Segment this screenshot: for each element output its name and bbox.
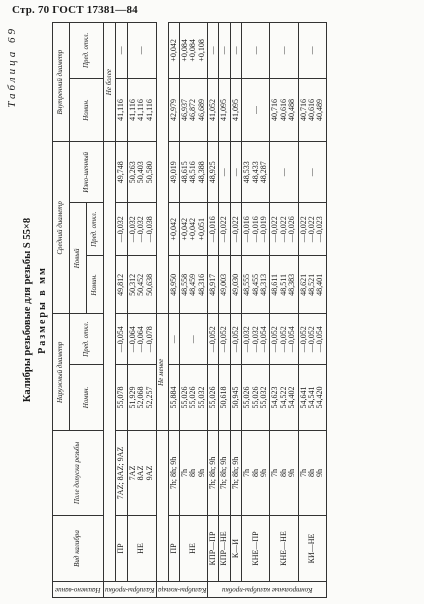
outer-pred-cell (298, 314, 326, 364)
outer-nom-cell-value: 54,623 (270, 386, 280, 409)
tolerance-cell (270, 431, 298, 516)
tolerance-cell-value: 7h (179, 468, 189, 477)
table-row (168, 23, 179, 598)
middle-worn-cell-value: 48,388 (196, 161, 206, 184)
inner-pred-cell (179, 23, 207, 79)
inner-pred-cell-value: — (208, 46, 218, 55)
header-outer-nom: Номин. (70, 364, 104, 430)
kind-cell: КПР—ПР (208, 515, 219, 581)
table-row (270, 23, 298, 598)
inner-nom-cell (219, 78, 230, 142)
table-row (127, 23, 156, 598)
header-tolerance: Поле допуска резьбы (53, 431, 104, 516)
middle-worn-cell-value: — (219, 168, 229, 177)
inner-nom-cell (168, 78, 179, 142)
outer-nom-cell (298, 364, 326, 430)
outer-pred-cell (230, 314, 241, 364)
inner-nom-cell-value: 41,116 (127, 99, 137, 121)
inner-pred-cell (230, 23, 241, 79)
middle-pred-cell (219, 203, 230, 256)
middle-nom-cell-value: 49,030 (230, 273, 240, 296)
middle-nom-cell-value: 48,383 (287, 273, 297, 296)
middle-pred-cell-value: +0,042 (179, 217, 189, 241)
middle-worn-cell (219, 142, 230, 203)
outer-nom-cell (116, 364, 128, 430)
middle-pred-cell-value: —0,026 (287, 216, 297, 243)
inner-nom-cell-value: 40,616 (278, 99, 288, 122)
inner-pred-cell-value: — (230, 46, 240, 55)
middle-nom-cell-value: 48,511 (278, 274, 288, 296)
kind-cell: КПР—НЕ (219, 515, 230, 581)
middle-worn-cell-value: 48,925 (208, 161, 218, 184)
rotated-table-block (2, 20, 414, 600)
outer-pred-cell-value: —0,078 (144, 326, 154, 353)
kind-cell: КНЕ—ПР (242, 515, 270, 581)
inner-pred-cell-value: — (219, 46, 229, 55)
outer-nom-cell-value: 54,420 (315, 386, 325, 409)
outer-nom-cell (208, 364, 219, 430)
middle-nom-cell-value: 48,611 (270, 274, 280, 296)
outer-pred-cell-value: —0,052 (278, 326, 288, 353)
tolerance-cell-value: 9h (315, 468, 325, 477)
kind-cell: ПР (116, 515, 128, 581)
tolerance-cell-value: 8AZ (136, 465, 146, 481)
outer-pred-cell-value: —0,052 (298, 326, 308, 353)
header-inner: Внутренний диаметр (53, 23, 70, 142)
inner-nom-cell-value: 41,095 (230, 99, 240, 122)
inner-pred-cell-value: — (306, 46, 316, 55)
middle-nom-cell-value: 50,312 (127, 273, 137, 296)
header-outer-pred: Пред. откл. (70, 314, 104, 364)
outer-pred-cell-value: — (168, 335, 178, 344)
middle-nom-cell-value: 49,812 (116, 273, 126, 296)
tolerance-cell (242, 431, 270, 516)
middle-pred-cell-value: —0,022 (278, 216, 288, 243)
inner-nom-cell-value: 41,052 (208, 99, 218, 122)
middle-worn-cell (230, 142, 241, 203)
tolerance-cell-value: 7h (270, 468, 280, 477)
outer-pred-cell (270, 314, 298, 364)
outer-pred-cell-value: —0,032 (242, 326, 252, 353)
middle-worn-cell-value: 49,748 (116, 161, 126, 184)
inner-nom-cell-value: 40,489 (315, 99, 325, 122)
middle-nom-cell (127, 256, 156, 314)
inner-pred-cell-value: +0,084 (179, 39, 189, 62)
inner-nom-cell (127, 78, 156, 142)
middle-worn-cell (179, 142, 207, 203)
inner-pred-cell (270, 23, 298, 79)
outer-nom-cell-value: 54,641 (298, 386, 308, 409)
note-not-more: Не более (104, 23, 116, 142)
inner-nom-cell-value: 41,116 (116, 99, 126, 121)
inner-nom-cell-value: 40,716 (270, 99, 280, 122)
outer-nom-cell-value: 52,068 (136, 386, 146, 409)
middle-pred-cell-value: —0,032 (116, 216, 126, 243)
middle-worn-cell-value: 48,516 (188, 161, 198, 184)
middle-nom-cell-value: 50,638 (144, 273, 154, 296)
outer-nom-cell (270, 364, 298, 430)
middle-nom-cell (168, 256, 179, 314)
inner-pred-cell (298, 23, 326, 79)
inner-nom-cell (179, 78, 207, 142)
header-middle-pred: Пред. откл. (87, 203, 104, 256)
inner-pred-cell-value: — (250, 46, 260, 55)
outer-nom-cell-value: 54,541 (306, 386, 316, 409)
inner-nom-cell-value: 40,488 (287, 99, 297, 122)
middle-worn-cell-value: — (306, 168, 316, 177)
outer-pred-cell-value: —0,064 (136, 326, 146, 353)
middle-pred-cell (127, 203, 156, 256)
middle-worn-cell (127, 142, 156, 203)
outer-nom-cell-value: 55,026 (242, 386, 252, 409)
outer-pred-cell-value: —0,054 (116, 326, 126, 353)
outer-pred-cell (127, 314, 156, 364)
middle-pred-cell-value: —0,032 (136, 216, 146, 243)
table-row (179, 23, 207, 598)
tolerance-cell-value: 7h; 8h; 9h (219, 456, 229, 490)
outer-pred-cell-value: — (188, 335, 198, 344)
inner-nom-cell (116, 78, 128, 142)
middle-worn-cell (242, 142, 270, 203)
middle-pred-cell (168, 203, 179, 256)
table-row (298, 23, 326, 598)
tolerance-cell (168, 431, 179, 516)
table-title: Калибры резьбовые для резьбы S 55×8 (22, 217, 33, 403)
middle-worn-cell-value: 48,433 (250, 161, 260, 184)
middle-nom-cell-value: 50,452 (136, 273, 146, 296)
middle-pred-cell (116, 203, 128, 256)
outer-pred-cell-value: —0,052 (230, 326, 240, 353)
outer-nom-cell (242, 364, 270, 430)
middle-worn-cell (298, 142, 326, 203)
middle-worn-cell-value: 49,019 (168, 161, 178, 184)
header-outer: Наружный диаметр (53, 314, 70, 431)
middle-nom-cell-value: 48,917 (208, 273, 218, 296)
outer-nom-cell (179, 364, 207, 430)
middle-nom-cell-value: 48,313 (259, 273, 269, 296)
tolerance-cell-value: 8h (306, 468, 316, 477)
middle-pred-cell (270, 203, 298, 256)
outer-pred-cell-value: —0,064 (127, 326, 137, 353)
table-subtitle: Размеры в мм (37, 266, 48, 354)
middle-pred-cell-value: —0,022 (219, 216, 229, 243)
tolerance-cell-value: 9h (259, 468, 269, 477)
table-row (219, 23, 230, 598)
inner-nom-cell-value: 46,689 (196, 99, 206, 122)
tolerance-cell-value: 9h (196, 468, 206, 477)
inner-nom-cell (230, 78, 241, 142)
middle-worn-cell (208, 142, 219, 203)
middle-nom-cell (116, 256, 128, 314)
tolerance-cell (116, 431, 128, 516)
middle-nom-cell (242, 256, 270, 314)
outer-pred-cell (168, 314, 179, 364)
header-name: Наимено-вание (53, 582, 104, 598)
middle-pred-cell-value: —0,022 (306, 216, 316, 243)
inner-pred-cell (168, 23, 179, 79)
inner-pred-cell-value: — (278, 46, 288, 55)
outer-pred-cell-value: —0,052 (208, 326, 218, 353)
tolerance-cell (208, 431, 219, 516)
middle-pred-cell-value: —0,038 (144, 216, 154, 243)
outer-nom-cell (219, 364, 230, 430)
outer-nom-cell-value: 55,026 (250, 386, 260, 409)
table-row (116, 23, 128, 598)
kind-cell: КИ—НЕ (298, 515, 326, 581)
outer-nom-cell (168, 364, 179, 430)
outer-nom-cell-value: 50,618 (219, 386, 229, 409)
table-row (242, 23, 270, 598)
middle-pred-cell-value: —0,023 (315, 216, 325, 243)
outer-pred-cell-value: —0,052 (270, 326, 280, 353)
middle-pred-cell-value: —0,022 (230, 216, 240, 243)
middle-worn-cell-value: 50,263 (127, 161, 137, 184)
tolerance-cell (179, 431, 207, 516)
table-row (208, 23, 219, 598)
outer-pred-cell-value: —0,054 (259, 326, 269, 353)
group-plug: Калибры-пробки (104, 582, 157, 598)
middle-nom-cell-value: 48,950 (168, 273, 178, 296)
tolerance-cell-value: 7h; 8h; 9h (168, 456, 178, 490)
tolerance-cell (298, 431, 326, 516)
tolerance-cell-value: 7h (298, 468, 308, 477)
header-inner-nom: Номин. (70, 78, 104, 142)
middle-nom-cell-value: 48,558 (179, 273, 189, 296)
middle-nom-cell (219, 256, 230, 314)
outer-pred-cell-value: —0,054 (287, 326, 297, 353)
middle-pred-cell-value: —0,016 (250, 216, 260, 243)
middle-nom-cell-value: 48,401 (315, 273, 325, 296)
middle-pred-cell-value: —0,016 (208, 216, 218, 243)
inner-pred-cell (219, 23, 230, 79)
outer-nom-cell-value: 51,929 (127, 386, 137, 409)
middle-nom-cell (208, 256, 219, 314)
middle-nom-cell-value: 49,003 (219, 273, 229, 296)
outer-nom-cell-value: 55,026 (179, 386, 189, 409)
outer-nom-cell-value: 55,026 (188, 386, 198, 409)
kind-cell: КНЕ—НЕ (270, 515, 298, 581)
middle-worn-cell-value: 48,287 (259, 161, 269, 184)
inner-pred-cell-value: — (136, 46, 146, 55)
tolerance-cell-value: 8h (278, 468, 288, 477)
outer-pred-cell (219, 314, 230, 364)
middle-worn-cell-value: — (278, 168, 288, 177)
outer-nom-cell-value: 54,402 (287, 386, 297, 409)
middle-worn-cell (168, 142, 179, 203)
outer-pred-cell-value: —0,054 (315, 326, 325, 353)
middle-nom-cell-value: 48,316 (196, 273, 206, 296)
kind-cell: ПР (168, 515, 179, 581)
outer-pred-cell (179, 314, 207, 364)
middle-pred-cell-value: +0,042 (168, 217, 178, 241)
outer-pred-cell-value: —0,052 (219, 326, 229, 353)
outer-nom-cell-value: 55,884 (168, 386, 178, 409)
outer-nom-cell-value: 54,522 (278, 386, 288, 409)
group-control: Контрольные калибры-пробки (208, 582, 327, 598)
inner-pred-cell (116, 23, 128, 79)
tolerance-cell-value: 7AZ; 8AZ; 9AZ (116, 446, 126, 500)
page-header: Стр. 70 ГОСТ 17381—84 (12, 4, 138, 16)
outer-nom-cell-value: 55,078 (116, 386, 126, 409)
inner-nom-cell-value: 41,116 (144, 99, 154, 121)
outer-pred-cell (208, 314, 219, 364)
outer-nom-cell-value: 55,032 (259, 386, 269, 409)
middle-nom-cell-value: 48,621 (298, 273, 308, 296)
header-worn: Изно-шенный (70, 142, 104, 203)
inner-nom-cell-value: 40,716 (298, 99, 308, 122)
middle-nom-cell (179, 256, 207, 314)
tolerance-cell-value: 9h (287, 468, 297, 477)
inner-nom-cell-value: 46,872 (188, 99, 198, 122)
middle-worn-cell-value: 50,403 (136, 161, 146, 184)
header-new: Новый (70, 203, 87, 314)
middle-nom-cell (270, 256, 298, 314)
header-inner-pred: Пред. откл. (70, 23, 104, 79)
tolerance-cell-value: 9AZ (144, 465, 154, 481)
middle-nom-cell (230, 256, 241, 314)
table-number: Таблица 69 (6, 26, 18, 108)
tolerance-cell-value: 8h (188, 468, 198, 477)
outer-nom-cell (230, 364, 241, 430)
inner-pred-cell (127, 23, 156, 79)
outer-nom-cell-value: 55,032 (196, 386, 206, 409)
header-kind: Вид калибра (53, 515, 104, 581)
middle-worn-cell (270, 142, 298, 203)
middle-pred-cell-value: +0,042 (188, 217, 198, 241)
calibre-table (52, 22, 327, 598)
middle-pred-cell (208, 203, 219, 256)
header-middle: Средний диаметр (53, 142, 70, 314)
tolerance-cell (127, 431, 156, 516)
kind-cell: НЕ (127, 515, 156, 581)
middle-pred-cell-value: —0,016 (242, 216, 252, 243)
outer-pred-cell (242, 314, 270, 364)
middle-pred-cell (179, 203, 207, 256)
outer-pred-cell (116, 314, 128, 364)
middle-pred-cell-value: —0,032 (127, 216, 137, 243)
outer-nom-cell-value: 50,945 (230, 386, 240, 409)
middle-nom-cell-value: 48,521 (306, 273, 316, 296)
header-middle-nom: Номин. (87, 256, 104, 314)
middle-pred-cell-value: —0,019 (259, 216, 269, 243)
table-row (230, 23, 241, 598)
tolerance-cell-value: 7h; 8h; 9h (208, 456, 218, 490)
middle-worn-cell-value: — (230, 168, 240, 177)
inner-pred-cell-value: +0,084 (188, 39, 198, 62)
outer-pred-cell-value: —0,032 (250, 326, 260, 353)
inner-nom-cell (298, 78, 326, 142)
middle-worn-cell (116, 142, 128, 203)
middle-pred-cell (230, 203, 241, 256)
middle-nom-cell-value: 48,555 (242, 273, 252, 296)
middle-pred-cell-value: —0,022 (298, 216, 308, 243)
tolerance-cell-value: 7h; 8h; 9h (230, 456, 240, 490)
note-not-less: Не менее (156, 314, 168, 431)
inner-nom-cell-value: 40,616 (306, 99, 316, 122)
inner-nom-cell-value: 46,937 (179, 99, 189, 122)
outer-nom-cell (127, 364, 156, 430)
tolerance-cell-value: 7h (242, 468, 252, 477)
middle-pred-cell (298, 203, 326, 256)
inner-pred-cell (208, 23, 219, 79)
tolerance-cell (219, 431, 230, 516)
inner-nom-cell-value: — (250, 106, 260, 115)
outer-pred-cell-value: —0,052 (306, 326, 316, 353)
middle-pred-cell (242, 203, 270, 256)
middle-nom-cell-value: 48,455 (250, 273, 260, 296)
inner-pred-cell (242, 23, 270, 79)
middle-nom-cell-value: 48,459 (188, 273, 198, 296)
inner-nom-cell (208, 78, 219, 142)
inner-pred-cell-value: +0,042 (168, 39, 178, 62)
middle-pred-cell-value: —0,022 (270, 216, 280, 243)
inner-nom-cell-value: 41,095 (219, 99, 229, 122)
inner-pred-cell-value: +0,108 (196, 39, 206, 62)
group-ring: Калибры-кольца (156, 582, 208, 598)
middle-worn-cell-value: 48,533 (242, 161, 252, 184)
tolerance-cell (230, 431, 241, 516)
middle-worn-cell-value: 48,615 (179, 161, 189, 184)
inner-nom-cell-value: 41,116 (136, 99, 146, 121)
inner-nom-cell (270, 78, 298, 142)
kind-cell: К—И (230, 515, 241, 581)
outer-nom-cell-value: 52,257 (144, 386, 154, 409)
inner-nom-cell (242, 78, 270, 142)
tolerance-cell-value: 8h (250, 468, 260, 477)
inner-nom-cell-value: 42,979 (168, 99, 178, 122)
middle-nom-cell (298, 256, 326, 314)
middle-worn-cell-value: 50,580 (144, 161, 154, 184)
outer-nom-cell-value: 55,026 (208, 386, 218, 409)
inner-pred-cell-value: — (116, 46, 126, 55)
middle-pred-cell-value: +0,051 (196, 217, 206, 241)
kind-cell: НЕ (179, 515, 207, 581)
tolerance-cell-value: 7AZ (127, 465, 137, 481)
